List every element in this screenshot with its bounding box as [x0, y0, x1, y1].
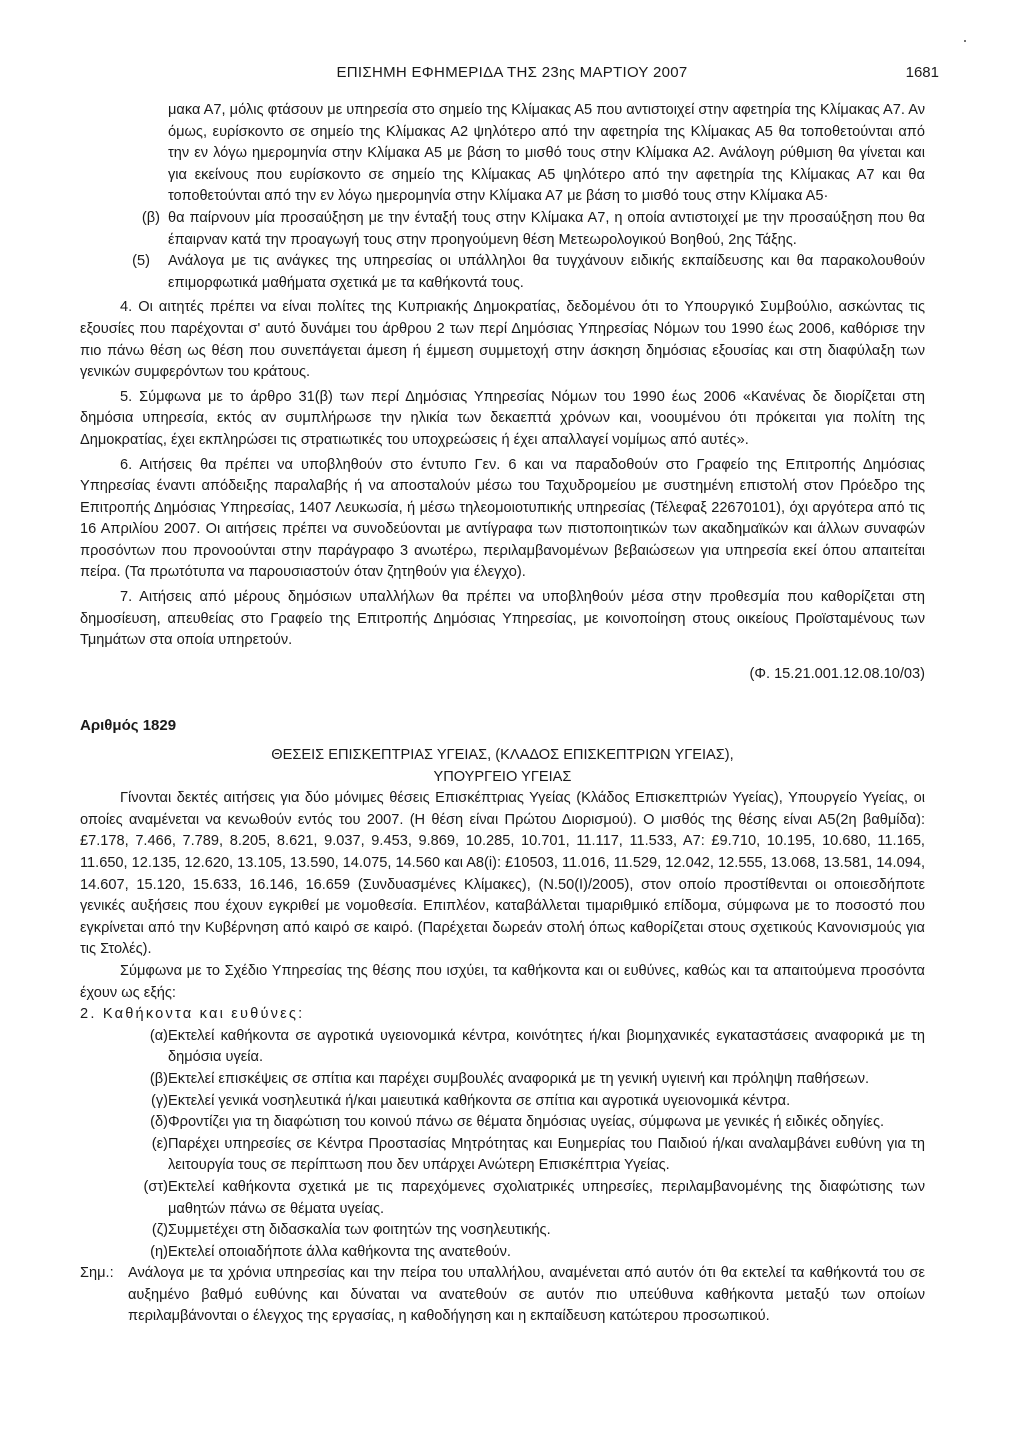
duty-text: Συμμετέχει στη διδασκαλία των φοιτητών της νοσηλευτικής.: [168, 1222, 551, 1239]
page-body: [80, 100, 925, 1328]
sub-item-b: [80, 208, 925, 251]
notice-intro: Γίνονται δεκτές αιτήσεις για δύο μόνιμες θέσεις Επισκέπτριας Υγείας (Κλάδος Επισκεπτριών Υγείας), Υπουργείο Υγείας, οι οποίες αναμένεται να κενωθούν εντός του 2007. (Η θέση είναι Πρώτου Διορισμού). Ο μισθός της θέσης είναι Α5(2η βαθμίδα): £7.178, 7.466, 7.789, 8.205, 8.621, 9.037, 9.453, 9.869, 10.285, 10.701, 11.117, 11.533, Α7: £9.710, 10.195, 10.680, 11.165, 11.650, 12.135, 12.620, 13.105, 13.590, 14.075, 14.560 και Α8(i): £10503, 11.016, 11.529, 12.042, 12.555, 13.068, 13.581, 14.094, 14.607, 15.120, 15.633, 16.146, 16.659 (Συνδυασμένες Κλίμακες), (Ν.50(Ι)/2005), στον οποίο προστίθενται οι οποιεσδήποτε γενικές αυξήσεις που έχουν εγκριθεί με νομοθεσία. Επιπλέον, καταβάλλεται τιμαριθμικό επίδομα, σύμφωνα με το ποσοστό που εγκρίνεται από την Κυβέρνηση από καιρό σε καιρό. (Παρέχεται δωρεάν στολή όπως καθορίζεται στους σχετικούς Κανονισμούς για τις Στολές).: [80, 790, 925, 958]
duty-text: Εκτελεί καθήκοντα σε αγροτικά υγειονομικά κέντρα, κοινότητες ή/και βιομηχανικές εγκαταστάσεις αναφορικά με τη δημόσια υγεία.: [168, 1027, 925, 1066]
duty-item: [80, 1026, 925, 1069]
page-number: 1681: [905, 64, 939, 81]
scan-speck: [964, 40, 966, 42]
notice-title-line2: ΥΠΟΥΡΓΕΙΟ ΥΓΕΙΑΣ: [433, 768, 572, 785]
item-text: θα παίρνουν μία προσαύξηση με την ένταξή τους στην Κλίμακα Α7, η οποία αντιστοιχεί με την προσαύξηση που θα έπαιρναν κατά την προαγωγή τους στην προηγούμενη θέση Μετεωρολογικού Βοηθού, 2ης Τάξης.: [168, 209, 925, 248]
duty-label: (ζ): [151, 1222, 168, 1239]
duty-item: [80, 1220, 925, 1242]
duty-item: [80, 1069, 925, 1091]
notice-number: Αριθμός 1829: [80, 717, 177, 735]
duty-label: (γ): [150, 1092, 168, 1109]
duty-text: Εκτελεί καθήκοντα σχετικά με τις παρεχόμενες σχολιατρικές υπηρεσίες, περιλαμβανομένης της διαφώτισης των μαθητών πάνω σε θέματα υγείας.: [168, 1178, 925, 1217]
item-5: [80, 251, 925, 294]
duty-label: (ε): [151, 1135, 168, 1152]
duties-list: [80, 1026, 925, 1264]
continuation-text: μακα Α7, μόλις φτάσουν με υπηρεσία στο σημείο της Κλίμακας Α5 που αντιστοιχεί στην αφετηρία της Κλίμακας Α7. Αν όμως, ευρίσκοντο σε σημείο της Κλίμακας Α2 ψηλότερο από την αφετηρία της Κλίμακας Α5 θα τοποθετούνται από την εν λόγω ημερομηνία στην Κλίμακα Α5 με βάση το μισθό τους στην Κλίμακα Α2. Ανάλογη ρύθμιση θα γίνεται και για εκείνους που ευρίσκοντο σε σημείο της Κλίμακας Α5 ψηλότερο από την αφετηρία της Κλίμακας Α7 και θα τοποθετούνται από την εν λόγω ημερομηνία στην Κλίμακα Α7 με βάση το μισθό τους στην Κλίμακα Α5·: [168, 102, 925, 205]
paragraph-7: 7. Αιτήσεις από μέρους δημόσιων υπαλλήλων θα πρέπει να υποβληθούν μέσα στην προθεσμία που καθορίζεται στη δημοσίευση, απευθείας στο Γραφείο της Επιτροπής Δημόσιας Υπηρεσίας, με κοινοποίηση στους οικείους Προϊσταμένους των Τμημάτων στα οποία υπηρετούν.: [80, 589, 925, 649]
gazette-title: ΕΠΙΣΗΜΗ ΕΦΗΜΕΡΙΔΑ ΤΗΣ 23ης ΜΑΡΤΙΟΥ 2007: [336, 64, 688, 81]
paragraph-6: 6. Αιτήσεις θα πρέπει να υποβληθούν στο έντυπο Γεν. 6 και να παραδοθούν στο Γραφείο της Επιτροπής Δημόσιας Υπηρεσίας έναντι απόδειξης παραλαβής ή να αποσταλούν μέσω του Ταχυδρομείου με συστημένη επιστολή στον Πρόεδρο της Επιτροπής Δημόσιας Υπηρεσίας, 1407 Λευκωσία, ή μέσω τηλεομοιοτυπικής υπηρεσίας (Τέλεφαξ 22670101), όχι αργότερα από τις 16 Απριλίου 2007. Οι αιτήσεις πρέπει να συνοδεύονται με αντίγραφα των πιστοποιητικών των ακαδημαϊκών και άλλων συναφών προσόντων που προνοούνται στην παράγραφο 3 ανωτέρω, περιλαμβανομένων βεβαιώσεων για υπηρεσία εκεί όπου απαιτείται πείρα. (Τα πρωτότυπα να παρουσιαστούν όταν ζητηθούν για έλεγχο).: [80, 456, 925, 581]
duty-item: [80, 1177, 925, 1220]
notice-title-line1: ΘΕΣΕΙΣ ΕΠΙΣΚΕΠΤΡΙΑΣ ΥΓΕΙΑΣ, (ΚΛΑΔΟΣ ΕΠΙΣΚΕΠΤΡΙΩΝ ΥΓΕΙΑΣ),: [271, 747, 734, 764]
duty-label: (β): [149, 1070, 168, 1087]
paragraph-5: 5. Σύμφωνα με το άρθρο 31(β) των περί Δημόσιας Υπηρεσίας Νόμων του 1990 έως 2006 «Κανένας δε διορίζεται στη δημόσια υπηρεσία, εκτός αν συμπλήρωσε την ηλικία των δεκαεπτά χρόνων και, νοουμένου ότι πρόκειται για πολίτη της Δημοκρατίας, έχει εκπληρώσει τις στρατιωτικές του υποχρεώσεις ή έχει απαλλαγεί νομίμως από αυτές».: [80, 388, 925, 448]
duty-label: (η): [150, 1243, 168, 1260]
paragraph-4: 4. Οι αιτητές πρέπει να είναι πολίτες της Κυπριακής Δημοκρατίας, δεδομένου ότι το Υπουργικό Συμβούλιο, ασκώντας τις εξουσίες που παρέχονται σ' αυτό δυνάμει του άρθρου 2 των περί Δημόσιας Υπηρεσίας Νόμων του 1990 έως 2006, καθόρισε την πιο πάνω θέση ως θέση που συνεπάγεται άμεση ή έμμεση συμμετοχή στην άσκηση δημόσιας εξουσίας και στη διαφύλαξη των γενικών συμφερόντων του κράτους.: [80, 299, 925, 381]
note-text: Ανάλογα με τα χρόνια υπηρεσίας και την πείρα του υπαλλήλου, αναμένεται από αυτόν ότι θα εκτελεί τα καθήκοντά του σε αυξημένο βαθμό ευθύνης και δύναται να ανατεθούν σε αυτόν πιο υπεύθυνα καθήκοντα μεταξύ των οποίων περιλαμβάνονται ο έλεγχος της εργασίας, η καθοδήγηση και η εκπαίδευση κατώτερου προσωπικού.: [128, 1265, 925, 1325]
note-label: Σημ.:: [80, 1265, 114, 1282]
duty-label: (δ): [150, 1114, 168, 1131]
item-label: (5): [132, 253, 150, 270]
duty-label: (α): [149, 1027, 168, 1044]
item-text: Ανάλογα με τις ανάγκες της υπηρεσίας οι υπάλληλοι θα τυγχάνουν ειδικής εκπαίδευσης και θα παρακολουθούν επιμορφωτικά μαθήματα σχετικά με τα καθήκοντά τους.: [168, 253, 925, 291]
duty-text: Παρέχει υπηρεσίες σε Κέντρα Προστασίας Μητρότητας και Ευημερίας του Παιδιού ή/και αναλαμβάνει ευθύνη για τη λειτουργία τους σε περίπτωση που δεν υπάρχει Ανώτερη Επισκέπτρια Υγείας.: [168, 1135, 925, 1174]
page-header: [0, 62, 1024, 86]
duty-item: [80, 1091, 925, 1113]
duties-intro: Σύμφωνα με το Σχέδιο Υπηρεσίας της θέσης που ισχύει, τα καθήκοντα και οι ευθύνες, καθώς και τα απαιτούμενα προσόντα έχουν ως εξής:: [80, 962, 925, 1001]
duty-text: Εκτελεί επισκέψεις σε σπίτια και παρέχει συμβουλές αναφορικά με τη γενική υγιεινή και πρόληψη παθήσεων.: [168, 1070, 870, 1087]
duty-text: Φροντίζει για τη διαφώτιση του κοινού πάνω σε θέματα δημόσιας υγείας, σύμφωνα με γενικές ή ειδικές οδηγίες.: [168, 1114, 885, 1131]
duty-item: [80, 1134, 925, 1177]
duties-heading: 2. Καθήκοντα και ευθύνες:: [80, 1006, 305, 1023]
section-gap: [80, 685, 925, 715]
duty-item: [80, 1242, 925, 1264]
item-label: (β): [141, 209, 160, 226]
note: [80, 1263, 925, 1328]
duty-label: (στ): [143, 1178, 168, 1195]
duty-text: Εκτελεί οποιαδήποτε άλλα καθήκοντα της ανατεθούν.: [168, 1243, 511, 1260]
duty-text: Εκτελεί γενικά νοσηλευτικά ή/και μαιευτικά καθήκοντα σε σπίτια και αγροτικά υγειονομικά κέντρα.: [168, 1092, 791, 1109]
file-reference: (Φ. 15.21.001.12.08.10/03): [749, 665, 925, 682]
duty-item: [80, 1112, 925, 1134]
